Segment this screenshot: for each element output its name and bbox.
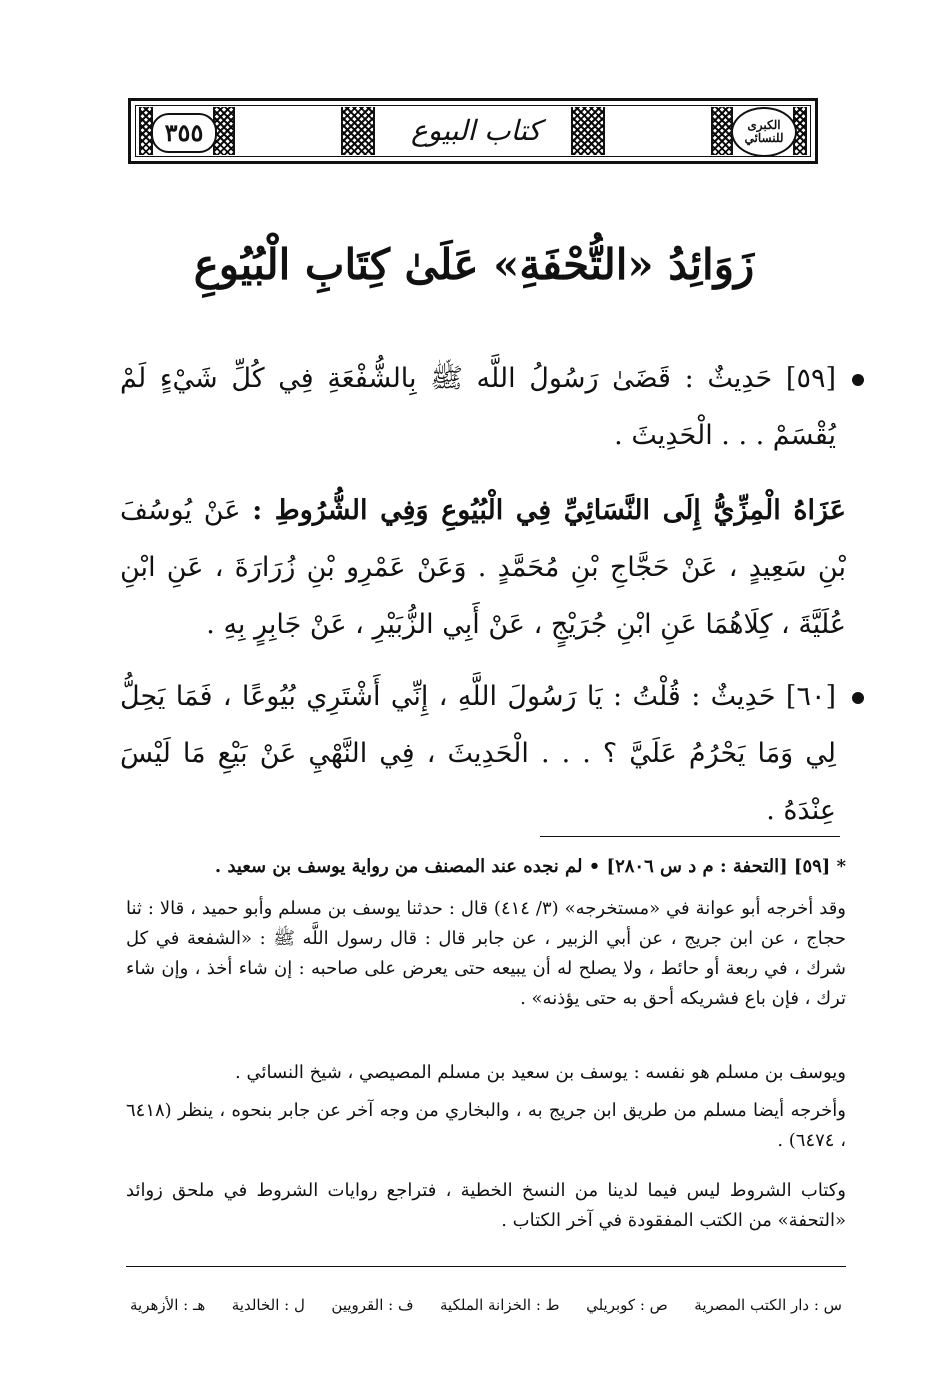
manuscript-abbreviations <box>130 1296 842 1314</box>
publisher-seal-icon <box>731 107 797 157</box>
bullet-icon <box>852 692 864 704</box>
bottom-rule <box>126 1266 846 1267</box>
abbreviation: هـ : الأزهرية <box>130 1296 206 1314</box>
footnote-paragraph: ويوسف بن مسلم هو نفسه : يوسف بن سعيد بن مسلم المصيصي ، شيخ النسائي . <box>235 1062 846 1083</box>
footnote-paragraph: وقد أخرجه أبو عوانة في «مستخرجه» (٣/ ٤١٤) قال : حدثنا يوسف بن مسلم وأبو حميد ، قالا : ثنا حجاج ، عن ابن جريج ، عن أبي الزبير ، عن جابر قال : قال رسول اللَّه ﷺ : «الشفعة في كل شرك ، في ربعة أو حائط ، ولا يصلح له أن يبيعه حتى يعرض على صاحبه : إن شاء أخذ ، وإن شاء ترك ، فإن باع فشريكه أحق به حتى يؤذنه» . <box>126 898 846 1009</box>
footnote-paragraph: وأخرجه أيضا مسلم من طريق ابن جريج به ، والبخاري من وجه آخر عن جابر بنحوه ، ينظر (٦٤١٨ ، ٦٤٧٤) . <box>126 1100 846 1151</box>
abbreviation: س : دار الكتب المصرية <box>694 1296 842 1314</box>
abbreviation: ط : الخزانة الملكية <box>440 1296 560 1314</box>
attribution-lead: عَزَاهُ الْمِزِّيُّ إِلَى النَّسَائِيِّ فِي الْبُيُوعِ وَفِي الشُّرُوطِ : <box>252 495 846 526</box>
section-title: زَوَائِدُ «التُّحْفَةِ» عَلَىٰ كِتَابِ الْبُيُوعِ <box>193 240 755 289</box>
footnote-59-header: * [٥٩] [التحفة : م د س ٢٨٠٦] • لم نجده عند المصنف من رواية يوسف بن سعيد . <box>214 856 846 877</box>
hadith-59: [٥٩] حَدِيثٌ : قَضَىٰ رَسُولُ اللَّه ﷺ بِالشُّفْعَةِ فِي كُلِّ شَيْءٍ لَمْ يُقْسَمْ . . . الْحَدِيثَ . <box>120 363 836 451</box>
hadith-60: [٦٠] حَدِيثٌ : قُلْتُ : يَا رَسُولَ اللَّهِ ، إِنِّي أَشْتَرِي بُيُوعًا ، فَمَا يَحِلُّ لِي وَمَا يَحْرُمُ عَلَيَّ ؟ . . . الْحَدِيثَ ، فِي النَّهْيِ عَنْ بَيْعِ مَا لَيْسَ عِنْدَهُ . <box>120 681 836 826</box>
book-title: كتاب البيوع <box>411 114 541 147</box>
seal-text: الكبرى للنسائي <box>744 118 784 145</box>
ornament-band <box>711 107 733 155</box>
abbreviation: ف : القرويين <box>331 1296 414 1314</box>
bullet-icon <box>852 374 864 386</box>
running-header <box>128 98 818 164</box>
abbreviation: ص : كوبريلي <box>586 1296 668 1314</box>
footnote-separator <box>540 836 840 837</box>
attribution-chain: عَنْ يُوسُفَ بْنِ سَعِيدٍ ، عَنْ حَجَّاجِ بْنِ مُحَمَّدٍ . وَعَنْ عَمْرِو بْنِ زُرَارَةَ ، عَنِ ابْنِ عُلَيَّةَ ، كِلَاهُمَا عَنِ ابْنِ جُرَيْجٍ ، عَنْ أَبِي الزُّبَيْرِ ، عَنْ جَابِرٍ بِهِ . <box>120 495 846 640</box>
footnote-paragraph: وكتاب الشروط ليس فيما لدينا من النسخ الخطية ، فتراجع روايات الشروط في ملحق زوائد «التحفة» من الكتب المفقودة في آخر الكتاب . <box>126 1180 846 1231</box>
page-number: ٣٥٥ <box>151 113 217 153</box>
hadith-59-attribution <box>120 482 846 653</box>
abbreviation: ل : الخالدية <box>231 1296 305 1314</box>
ornament-band <box>341 107 375 155</box>
